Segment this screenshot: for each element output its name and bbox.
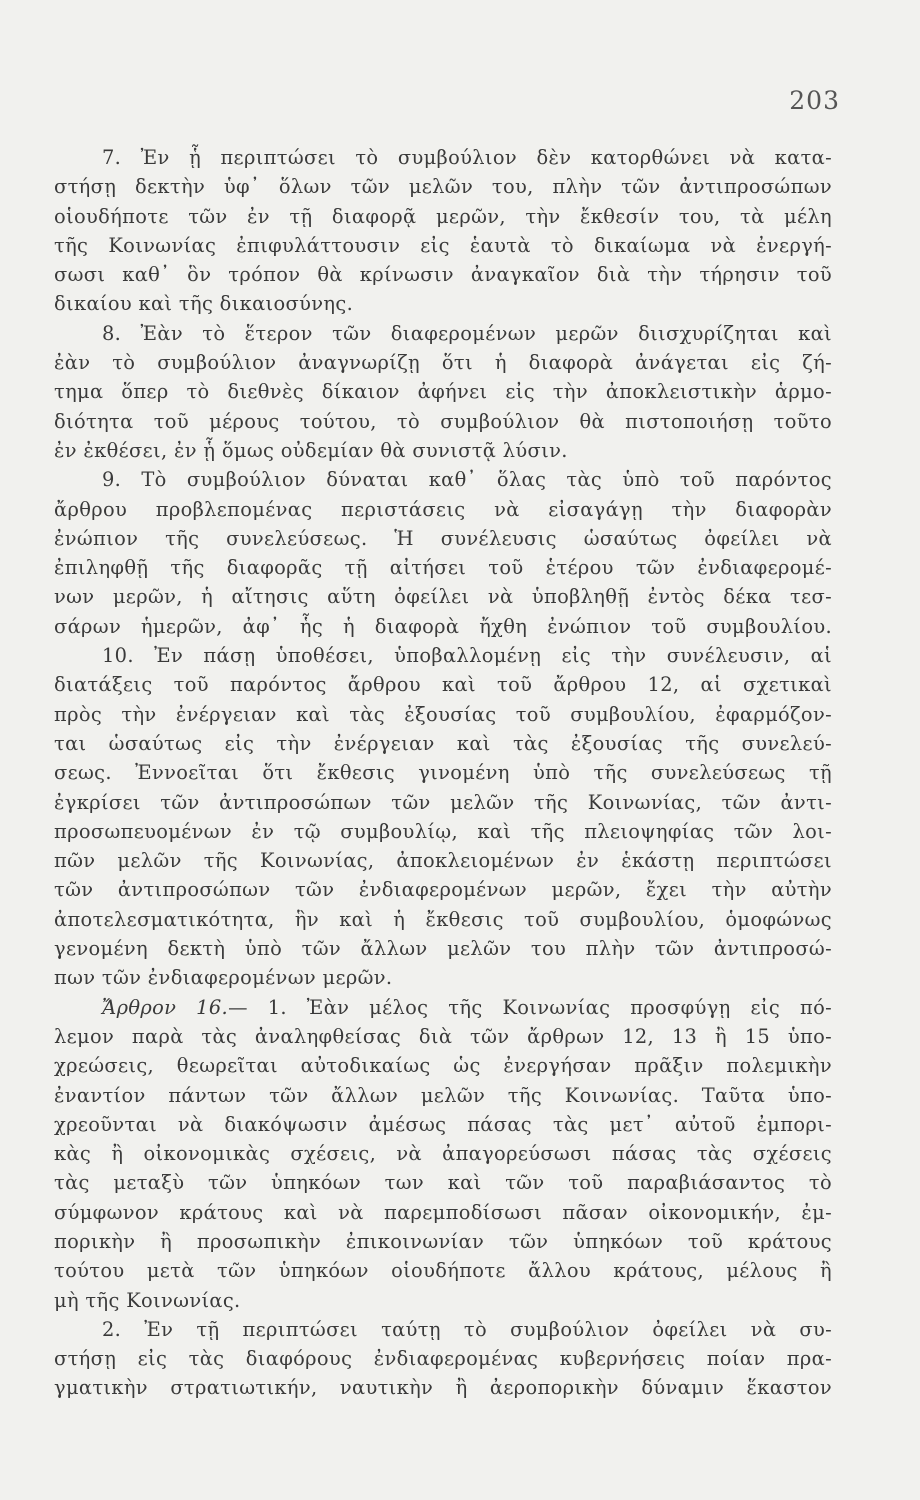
text-line — [54, 377, 832, 406]
text-line-content: γματικὴν στρατιωτικήν, ναυτικὴν ἢ ἀεροπορικὴν δύναμιν ἕκαστον — [54, 1376, 832, 1400]
text-line-content: ἐπιληφθῇ τῆς διαφορᾶς τῇ αἰτήσει τοῦ ἑτέρου τῶν ἐνδιαφερομέ- — [54, 556, 832, 580]
text-line-content: κὰς ἢ οἰκονομικὰς σχέσεις, νὰ ἀπαγορεύσωσι πάσας τὰς σχέσεις — [54, 1142, 832, 1166]
text-line — [54, 1051, 832, 1080]
text-line — [54, 1227, 832, 1256]
text-line-content: λεμον παρὰ τὰς ἀναληφθείσας διὰ τῶν ἄρθρων 12, 13 ἢ 15 ὑπο- — [54, 1024, 832, 1048]
text-line — [54, 407, 832, 436]
text-line-content: διότητα τοῦ μέρους τούτου, τὸ συμβούλιον θὰ πιστοποιήσῃ τοῦτο — [54, 409, 832, 433]
text-line-content: 10. Ἐν πάσῃ ὑποθέσει, ὑποβαλλομένῃ εἰς τὴν συνέλευσιν, αἱ — [102, 644, 832, 668]
text-line — [54, 1139, 832, 1168]
text-line-content: χρεοῦνται νὰ διακόψωσιν ἀμέσως πάσας τὰς μετ᾽ αὐτοῦ ἐμπορι- — [54, 1112, 832, 1136]
text-line-content: ἐν ἐκθέσει, ἐν ᾗ ὅμως οὐδεμίαν θὰ συνιστᾷ λύσιν. — [54, 438, 568, 462]
text-line-content: πων τῶν ἐνδιαφερομένων μερῶν. — [54, 966, 393, 990]
text-line-content: ἀποτελεσματικότητα, ἣν καὶ ἡ ἔκθεσις τοῦ συμβουλίου, ὁμοφώνως — [54, 907, 832, 931]
body-text — [54, 143, 832, 1403]
text-line-content: σάρων ἡμερῶν, ἀφ᾽ ἧς ἡ διαφορὰ ἤχθη ἐνώπιον τοῦ συμβουλίου. — [54, 614, 832, 638]
text-line — [54, 289, 832, 318]
text-line-content: δικαίου καὶ τῆς δικαιοσύνης. — [54, 292, 354, 316]
text-line — [54, 1022, 832, 1051]
text-line-content: πρὸς τὴν ἐνέργειαν καὶ τὰς ἐξουσίας τοῦ συμβουλίου, ἐφαρμόζον- — [54, 702, 832, 726]
text-line — [54, 641, 832, 670]
text-line — [54, 700, 832, 729]
text-line-content: ἐνώπιον τῆς συνελεύσεως. Ἡ συνέλευσις ὡσαύτως ὀφείλει νὰ — [54, 526, 832, 550]
text-line — [54, 1081, 832, 1110]
text-line-content: τὰς μεταξὺ τῶν ὑπηκόων των καὶ τῶν τοῦ παραβιάσαντος τὸ — [54, 1171, 832, 1195]
text-line-content: τῆς Κοινωνίας ἐπιφυλάττουσιν εἰς ἑαυτὰ τὸ δικαίωμα νὰ ἐνεργή- — [54, 233, 832, 257]
text-line — [54, 260, 832, 289]
text-line-content: 9. Τὸ συμβούλιον δύναται καθ᾽ ὅλας τὰς ὑπὸ τοῦ παρόντος — [102, 468, 832, 492]
text-line — [54, 495, 832, 524]
text-line — [54, 963, 832, 992]
text-line-content: πῶν μελῶν τῆς Κοινωνίας, ἀποκλειομένων ἐν ἑκάστῃ περιπτώσει — [54, 849, 832, 873]
text-line — [54, 348, 832, 377]
text-line-content: 2. Ἐν τῇ περιπτώσει ταύτῃ τὸ συμβούλιον ὀφείλει νὰ συ- — [102, 1317, 832, 1341]
text-line — [54, 817, 832, 846]
text-line — [54, 758, 832, 787]
text-line-content: οἱουδήποτε τῶν ἐν τῇ διαφορᾷ μερῶν, τὴν ἔκθεσίν του, τὰ μέλη — [54, 204, 832, 228]
text-line-content: ἐναντίον πάντων τῶν ἄλλων μελῶν τῆς Κοινωνίας. Ταῦτα ὑπο- — [54, 1083, 832, 1107]
text-line-content: μὴ τῆς Κοινωνίας. — [54, 1288, 241, 1312]
text-line — [54, 905, 832, 934]
text-line-content: τημα ὅπερ τὸ διεθνὲς δίκαιον ἀφήνει εἰς τὴν ἀποκλειστικὴν ἁρμο- — [54, 380, 832, 404]
text-line — [54, 524, 832, 553]
text-line-content: ται ὡσαύτως εἰς τὴν ἐνέργειαν καὶ τὰς ἐξουσίας τῆς συνελεύ- — [54, 731, 832, 755]
text-line — [54, 846, 832, 875]
text-line-content: σεως. Ἐννοεῖται ὅτι ἔκθεσις γινομένη ὑπὸ τῆς συνελεύσεως τῇ — [54, 761, 832, 785]
text-line-content: ἐὰν τὸ συμβούλιον ἀναγνωρίζῃ ὅτι ἡ διαφορὰ ἀνάγεται εἰς ζή- — [54, 351, 832, 375]
text-line — [54, 172, 832, 201]
text-line — [54, 465, 832, 494]
text-line-content: τῶν ἀντιπροσώπων τῶν ἐνδιαφερομένων μερῶν, ἔχει τὴν αὐτὴν — [54, 878, 832, 902]
text-line-content: ἐγκρίσει τῶν ἀντιπροσώπων τῶν μελῶν τῆς Κοινωνίας, τῶν ἀντι- — [54, 790, 832, 814]
text-line — [54, 1168, 832, 1197]
text-line — [54, 875, 832, 904]
text-line-content: σωσι καθ᾽ ὃν τρόπον θὰ κρίνωσιν ἀναγκαῖον διὰ τὴν τήρησιν τοῦ — [54, 263, 832, 287]
text-line-content: γενομένη δεκτὴ ὑπὸ τῶν ἄλλων μελῶν του πλὴν τῶν ἀντιπροσώ- — [54, 937, 832, 961]
text-line-content: — 1. Ἐὰν μέλος τῆς Κοινωνίας προσφύγῃ εἰς πό- — [228, 995, 832, 1019]
text-line-content: διατάξεις τοῦ παρόντος ἄρθρου καὶ τοῦ ἄρθρου 12, αἱ σχετικαὶ — [54, 673, 832, 697]
text-line — [54, 612, 832, 641]
text-line — [54, 1344, 832, 1373]
text-line — [54, 553, 832, 582]
text-line-content: 8. Ἐὰν τὸ ἕτερον τῶν διαφερομένων μερῶν διισχυρίζηται καὶ — [102, 321, 832, 345]
text-line — [54, 1198, 832, 1227]
text-line — [54, 788, 832, 817]
page-number: 203 — [789, 86, 840, 115]
text-line-content: στήσῃ δεκτὴν ὑφ᾽ ὅλων τῶν μελῶν του, πλὴν τῶν ἀντιπροσώπων — [54, 175, 832, 199]
article-label: Ἄρθρον 16. — [102, 995, 229, 1019]
text-line — [54, 582, 832, 611]
text-line — [54, 231, 832, 260]
text-line — [54, 729, 832, 758]
text-line — [54, 670, 832, 699]
text-line — [54, 1373, 832, 1402]
text-line — [54, 993, 832, 1022]
text-line — [54, 143, 832, 172]
text-line — [54, 436, 832, 465]
text-line-content: ἄρθρου προβλεπομένας περιστάσεις νὰ εἰσαγάγῃ τὴν διαφορὰν — [54, 497, 832, 521]
text-line-content: 7. Ἐν ᾗ περιπτώσει τὸ συμβούλιον δὲν κατορθώνει νὰ κατα- — [102, 146, 832, 169]
text-line-content: νων μερῶν, ἡ αἴτησις αὕτη ὀφείλει νὰ ὑποβληθῇ ἐντὸς δέκα τεσ- — [54, 585, 832, 609]
text-line-content: χρεώσεις, θεωρεῖται αὐτοδικαίως ὡς ἐνεργήσαν πρᾶξιν πολεμικὴν — [54, 1054, 832, 1078]
text-line-content: πορικὴν ἢ προσωπικὴν ἐπικοινωνίαν τῶν ὑπηκόων τοῦ κράτους — [54, 1229, 832, 1253]
text-line-content: στήσῃ εἰς τὰς διαφόρους ἐνδιαφερομένας κυβερνήσεις ποίαν πρα- — [54, 1347, 832, 1371]
text-line-content: προσωπευομένων ἐν τῷ συμβουλίῳ, καὶ τῆς πλειοψηφίας τῶν λοι- — [54, 819, 832, 843]
text-line — [54, 934, 832, 963]
text-line-content: τούτου μετὰ τῶν ὑπηκόων οἱουδήποτε ἄλλου κράτους, μέλους ἢ — [54, 1259, 832, 1283]
text-line — [54, 202, 832, 231]
text-line — [54, 1315, 832, 1344]
text-line — [54, 1256, 832, 1285]
text-line-content: σύμφωνον κράτους καὶ νὰ παρεμποδίσωσι πᾶσαν οἰκονομικήν, ἐμ- — [54, 1200, 832, 1224]
text-line — [54, 1110, 832, 1139]
text-line — [54, 1286, 832, 1315]
text-line — [54, 319, 832, 348]
